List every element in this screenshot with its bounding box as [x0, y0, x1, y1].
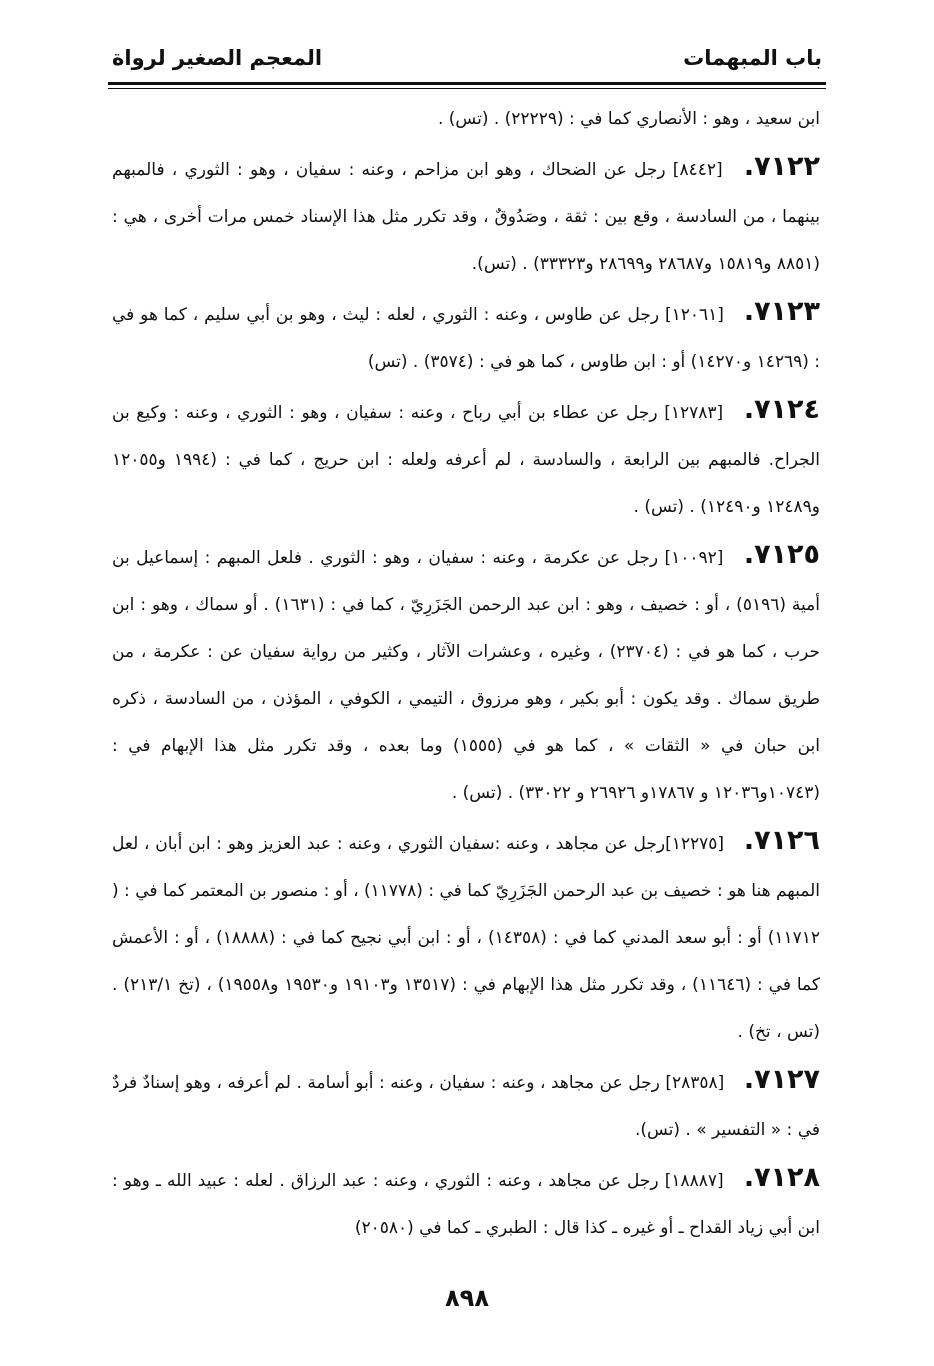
header-rule — [108, 82, 826, 85]
continued-paragraph: ابن سعيد ، وهو : الأنصاري كما في : (٢٢٢٢٩) . (تس) . — [437, 109, 820, 129]
entry-number: ٧١٢٢. — [743, 151, 820, 182]
entry-text: [١٨٨٨٧] رجل عن مجاهد ، وعنه : الثوري ، وعنه : عبد الرزاق . لعله : عبيد الله ـ وهو : ابن أبي زياد القداح ـ أو غيره ـ كذا قال : الطبري ـ كما في (٢٠٥٨٠) — [112, 1171, 820, 1238]
entry-number: ٧١٢٦. — [743, 825, 820, 856]
entry-number: ٧١٢٣. — [743, 296, 820, 327]
page-number: ٨٩٨ — [445, 1284, 489, 1312]
page-body — [112, 96, 820, 1252]
running-header — [112, 36, 822, 80]
entry-text: [١٢٠٦١] رجل عن طاوس ، وعنه : الثوري ، لعله : ليث ، وهو بن أبي سليم ، كما هو في : (١٤٢٦٩ و١٤٢٧٠) أو : ابن طاوس ، كما هو في : (٣٥٧٤) . (تس) — [112, 305, 820, 372]
entry-text: [٢٨٣٥٨] رجل عن مجاهد ، وعنه : سفيان ، وعنه : أبو أسامة . لم أعرفه ، وهو إسنادٌ فردٌ في : « التفسير » . (تس). — [112, 1073, 820, 1140]
entry-paragraph — [112, 531, 820, 817]
header-rule-thin — [108, 88, 826, 89]
entry-paragraph — [112, 143, 820, 288]
entry-number: ٧١٢٥. — [743, 539, 821, 570]
book-title: المعجم الصغير لرواة — [112, 46, 323, 70]
entry-text: [١٠٠٩٢] رجل عن عكرمة ، وعنه : سفيان ، وهو : الثوري . فلعل المبهم : إسماعيل بن أمية (٥١٩٦) ، أو : خصيف ، وهو : ابن عبد الرحمن الجَزَرِيّ ، كما في : (١٦٣١) . أو سماك ، وهو : ابن حرب ، كما هو في : (٢٣٧٠٤) ، وغيره ، وعشرات الآثار ، وكثير من رواية سفيان عن : عكرمة ، من طريق سماك . وقد يكون : أبو بكير ، وهو مرزوق ، التيمي ، الكوفي ، المؤذن ، من السادسة ، ذكره ابن حبان في « الثقات » ، كما هو في (١٥٥٥) وما بعده ، وقد تكرر مثل هذا الإبهام في : (١٠٧٤٣و١٢٠٣٦ و ١٧٨٦٧و ٢٦٩٢٦ و ٣٣٠٢٢) . (تس) . — [112, 548, 820, 803]
entry-paragraph — [112, 288, 820, 386]
entry-text: [٨٤٤٢] رجل عن الضحاك ، وهو ابن مزاحم ، وعنه : سفيان ، وهو : الثوري ، فالمبهم بينهما ، من السادسة ، وقع بين : ثقة ، وصَدُوقٌ ، وقد تكرر مثل هذا الإسناد خمس مرات أخرى ، هي : (٨٨٥١ و١٥٨١٩ و٢٨٦٨٧ و٢٨٦٩٩ و٣٣٣٢٣) . (تس). — [112, 160, 820, 274]
entry-paragraph — [112, 386, 820, 531]
entry-number: ٧١٢٨. — [743, 1162, 820, 1193]
chapter-title: باب المبهمات — [683, 46, 822, 70]
entry-number: ٧١٢٤. — [743, 394, 820, 425]
entry-paragraph — [112, 817, 820, 1056]
entry-number: ٧١٢٧. — [743, 1064, 821, 1095]
entry-paragraph — [112, 1154, 820, 1252]
entry-paragraph — [112, 1056, 820, 1154]
entry-text: [١٢٢٧٥]رجل عن مجاهد ، وعنه :سفيان الثوري ، وعنه : عبد العزيز وهو : ابن أبان ، لعل المبهم هنا هو : خصيف بن عبد الرحمن الجَزَرِيّ كما في : (١١٧٧٨) ، أو : منصور بن المعتمر كما في : ( ١١٧١٢) أو : أبو سعد المدني كما في : (١٤٣٥٨) ، أو : ابن أبي نجيح كما في : (١٨٨٨٨) ، أو : الأعمش كما في : (١١٦٤٦) ، وقد تكرر مثل هذا الإبهام في : (١٣٥١٧ و١٩١٠٣ و١٩٥٣٠ و١٩٥٥٨) ، (تخ ٢١٣/١) . (تس ، تخ) . — [112, 834, 820, 1042]
entry-text: [١٢٧٨٣] رجل عن عطاء بن أبي رباح ، وعنه : سفيان ، وهو : الثوري ، وعنه : وكيع بن الجراح. فالمبهم بين الرابعة ، والسادسة ، لم أعرفه ولعله : ابن حريج ، كما في : (١٩٩٤ و١٢٠٥٥ و١٢٤٨٩ و١٢٤٩٠) . (تس) . — [112, 403, 820, 517]
